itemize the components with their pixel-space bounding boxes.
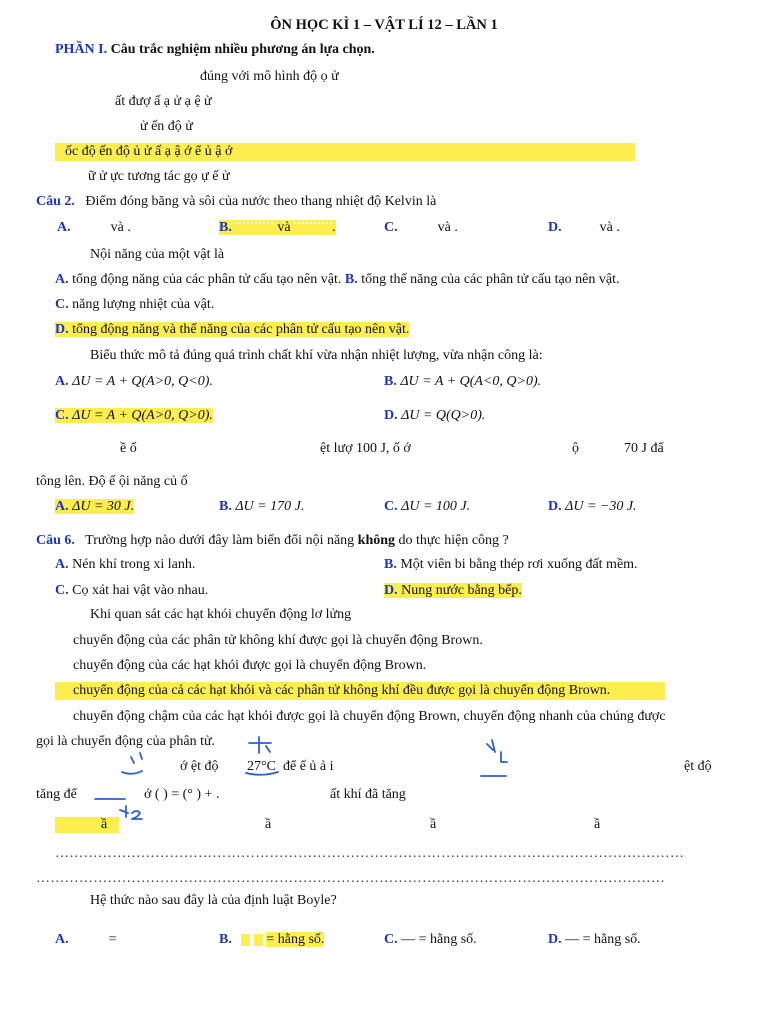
q9-c-text: — = hằng số. [401, 932, 477, 947]
q6-d-label: D. [384, 583, 398, 598]
q8-line-1a: ớ ệt độ [180, 759, 219, 774]
ink-underline-1 [122, 771, 142, 774]
ink-t2 [120, 806, 142, 819]
q9-b-text: = hằng số. [266, 932, 325, 947]
q9-option-a [55, 931, 117, 949]
q4-text: Biểu thức mô tả đúng quá trình chất khí vừa nhận nhiệt lượng, vừa nhận công là: [90, 348, 543, 363]
q7-option-4a: chuyển động chậm của các hạt khói được gọi là chuyển động Brown, chuyển động nhanh của chúng được [73, 709, 666, 724]
q2-c-label: C. [384, 220, 398, 235]
q9-d-text: — = hằng số. [565, 932, 641, 947]
q5-b-label: B. [219, 499, 232, 514]
q3-a-label: A. [55, 272, 69, 287]
q8-line-2c: ất khí đã tăng [330, 787, 406, 802]
part-label: PHẦN I. [55, 42, 108, 57]
q5-line-2: tông lên. Độ ế ội năng củ ố [36, 474, 188, 489]
q8-option-b: ầ [265, 817, 272, 832]
q8-dotted-line-1: …………………………………………………………………………………………………………………… [55, 846, 685, 861]
q5-line-1b: ệt lượ 100 J, ố ớ [320, 441, 411, 456]
q4-c-text: ΔU = A + Q(A>0, Q>0). [72, 408, 213, 423]
q5-c-label: C. [384, 499, 398, 514]
q3-text: Nội năng của một vật là [90, 247, 225, 262]
q6-b-label: B. [384, 557, 397, 572]
q9-c-label: C. [384, 932, 398, 947]
q9-b-label: B. [219, 932, 232, 947]
q2-d-label: D. [548, 220, 562, 235]
q8-dotted-line-2: …………………………………………………………………………………………………………………… [36, 871, 666, 886]
q8-line-2b: ớ ( ) = (° ) + . [144, 787, 220, 802]
q4-d-text: ΔU = Q(Q>0). [401, 408, 486, 423]
q3-b-label: B. [344, 272, 358, 287]
q4-b-text: ΔU = A + Q(A<0, Q>0). [400, 374, 542, 389]
q9-text: Hệ thức nào sau đây là của định luật Boyle? [90, 893, 337, 908]
q8-line-1c: ệt độ [684, 759, 712, 774]
q6-a-text: Nén khí trong xi lanh. [72, 557, 196, 572]
q9-option-d [548, 931, 641, 949]
q3-c-text: năng lượng nhiệt của vật. [72, 297, 215, 312]
q5-d-text: ΔU = −30 J. [565, 499, 637, 514]
q1-line-4: ốc độ ến độ ủ ử ấ ạ ậ ớ ể ủ ậ ớ [65, 144, 233, 159]
q7-option-3: chuyển động của cả các hạt khói và các phân tử không khí đều được gọi là chuyển động Brown. [73, 683, 611, 698]
q4-d-label: D. [384, 408, 398, 423]
q6-text-pre: Trường hợp nào dưới đây làm biến đổi nội năng [85, 533, 358, 548]
page-title: ÔN HỌC KÌ 1 – VẬT LÍ 12 – LẦN 1 [270, 17, 498, 33]
q5-c-text: ΔU = 100 J. [401, 499, 471, 514]
q6-text-bold: không [357, 533, 396, 548]
q1-line-5: ữ ử ực tương tác gọ ự ế ử [88, 169, 230, 184]
q6-c-label: C. [55, 583, 69, 598]
q6-d-text: Nung nước bằng bếp. [401, 583, 522, 598]
q2-text: Điểm đóng băng và sôi của nước theo thang nhiệt độ Kelvin là [85, 194, 437, 209]
q2-a-text: và . [110, 220, 131, 235]
q4-a-label: A. [55, 374, 69, 389]
q8-option-a: ầ [101, 817, 108, 832]
q5-line-1c: ộ [572, 441, 579, 456]
q7-option-4b: gọi là chuyển động của phân tử. [36, 734, 216, 749]
q2-a-label: A. [57, 220, 71, 235]
q4-c-label: C. [55, 408, 69, 423]
q1-line-3: ử ến độ ử [140, 119, 193, 134]
q9-d-label: D. [548, 932, 562, 947]
ink-mark-a [131, 757, 134, 763]
q4-a-text: ΔU = A + Q(A>0, Q<0). [72, 374, 213, 389]
q8-line-1b: để ế ủ ả i [283, 759, 334, 774]
q1-line-1: đúng với mô hình độ ọ ử [200, 69, 339, 84]
q4-b-label: B. [384, 374, 397, 389]
q2-d-text: và . [599, 220, 620, 235]
q7-option-1: chuyển động của các phân tử không khí được gọi là chuyển động Brown. [73, 633, 483, 648]
q3-a-text: tổng động năng của các phân tử cấu tạo nên vật. [72, 272, 342, 287]
q9-option-c [384, 931, 477, 949]
ink-underline-temp [246, 772, 278, 775]
ink-plus-t [249, 737, 271, 753]
q2-c-text: và . [437, 220, 458, 235]
q5-b-text: ΔU = 170 J. [235, 499, 305, 514]
q1-line-2: ất đượ ấ ạ ử ạ ệ ử [115, 94, 212, 109]
q6-c-text: Cọ xát hai vật vào nhau. [72, 583, 209, 598]
q2-label: Câu 2. [36, 194, 75, 209]
q9-option-b [219, 931, 324, 949]
q5-a-text: ΔU = 30 J. [72, 499, 135, 514]
q8-option-c: ầ [430, 817, 437, 832]
q8-line-2a: tăng để [36, 787, 77, 802]
q6-b-text: Một viên bi bằng thép rơi xuống đất mềm. [400, 557, 638, 572]
q8-temp: 27°C [247, 759, 276, 774]
q5-d-label: D. [548, 499, 562, 514]
q6-text-post: do thực hiện công ? [395, 533, 509, 548]
q5-a-label: A. [55, 499, 69, 514]
q2-b-text: và [277, 220, 291, 235]
q7-option-2: chuyển động của các hạt khói được gọi là chuyển động Brown. [73, 658, 427, 673]
q6-label: Câu 6. [36, 533, 75, 548]
q5-line-1d: 70 J đẩ [624, 441, 664, 456]
q6-a-label: A. [55, 557, 69, 572]
q3-c-label: C. [55, 297, 69, 312]
ink-v1 [487, 740, 507, 762]
q2-b-label: B. [219, 220, 232, 235]
q7-text: Khi quan sát các hạt khói chuyển động lơ lửng [90, 607, 352, 622]
q9-a-text: = [108, 932, 117, 947]
q9-a-label: A. [55, 932, 69, 947]
q3-d-label: D. [55, 322, 69, 337]
ink-mark-b [140, 753, 142, 759]
q2-option-b: B. và . [219, 220, 336, 235]
q3-d-text: tổng động năng và thế năng của các phân tử cấu tạo nên vật. [72, 322, 410, 337]
part-text: Câu trắc nghiệm nhiều phương án lựa chọn. [110, 42, 375, 57]
q5-line-1a: ề ố [120, 441, 137, 456]
q3-b-text: tổng thế năng của các phân tử cấu tạo nên vật. [361, 272, 620, 287]
q8-option-d: ầ [594, 817, 601, 832]
